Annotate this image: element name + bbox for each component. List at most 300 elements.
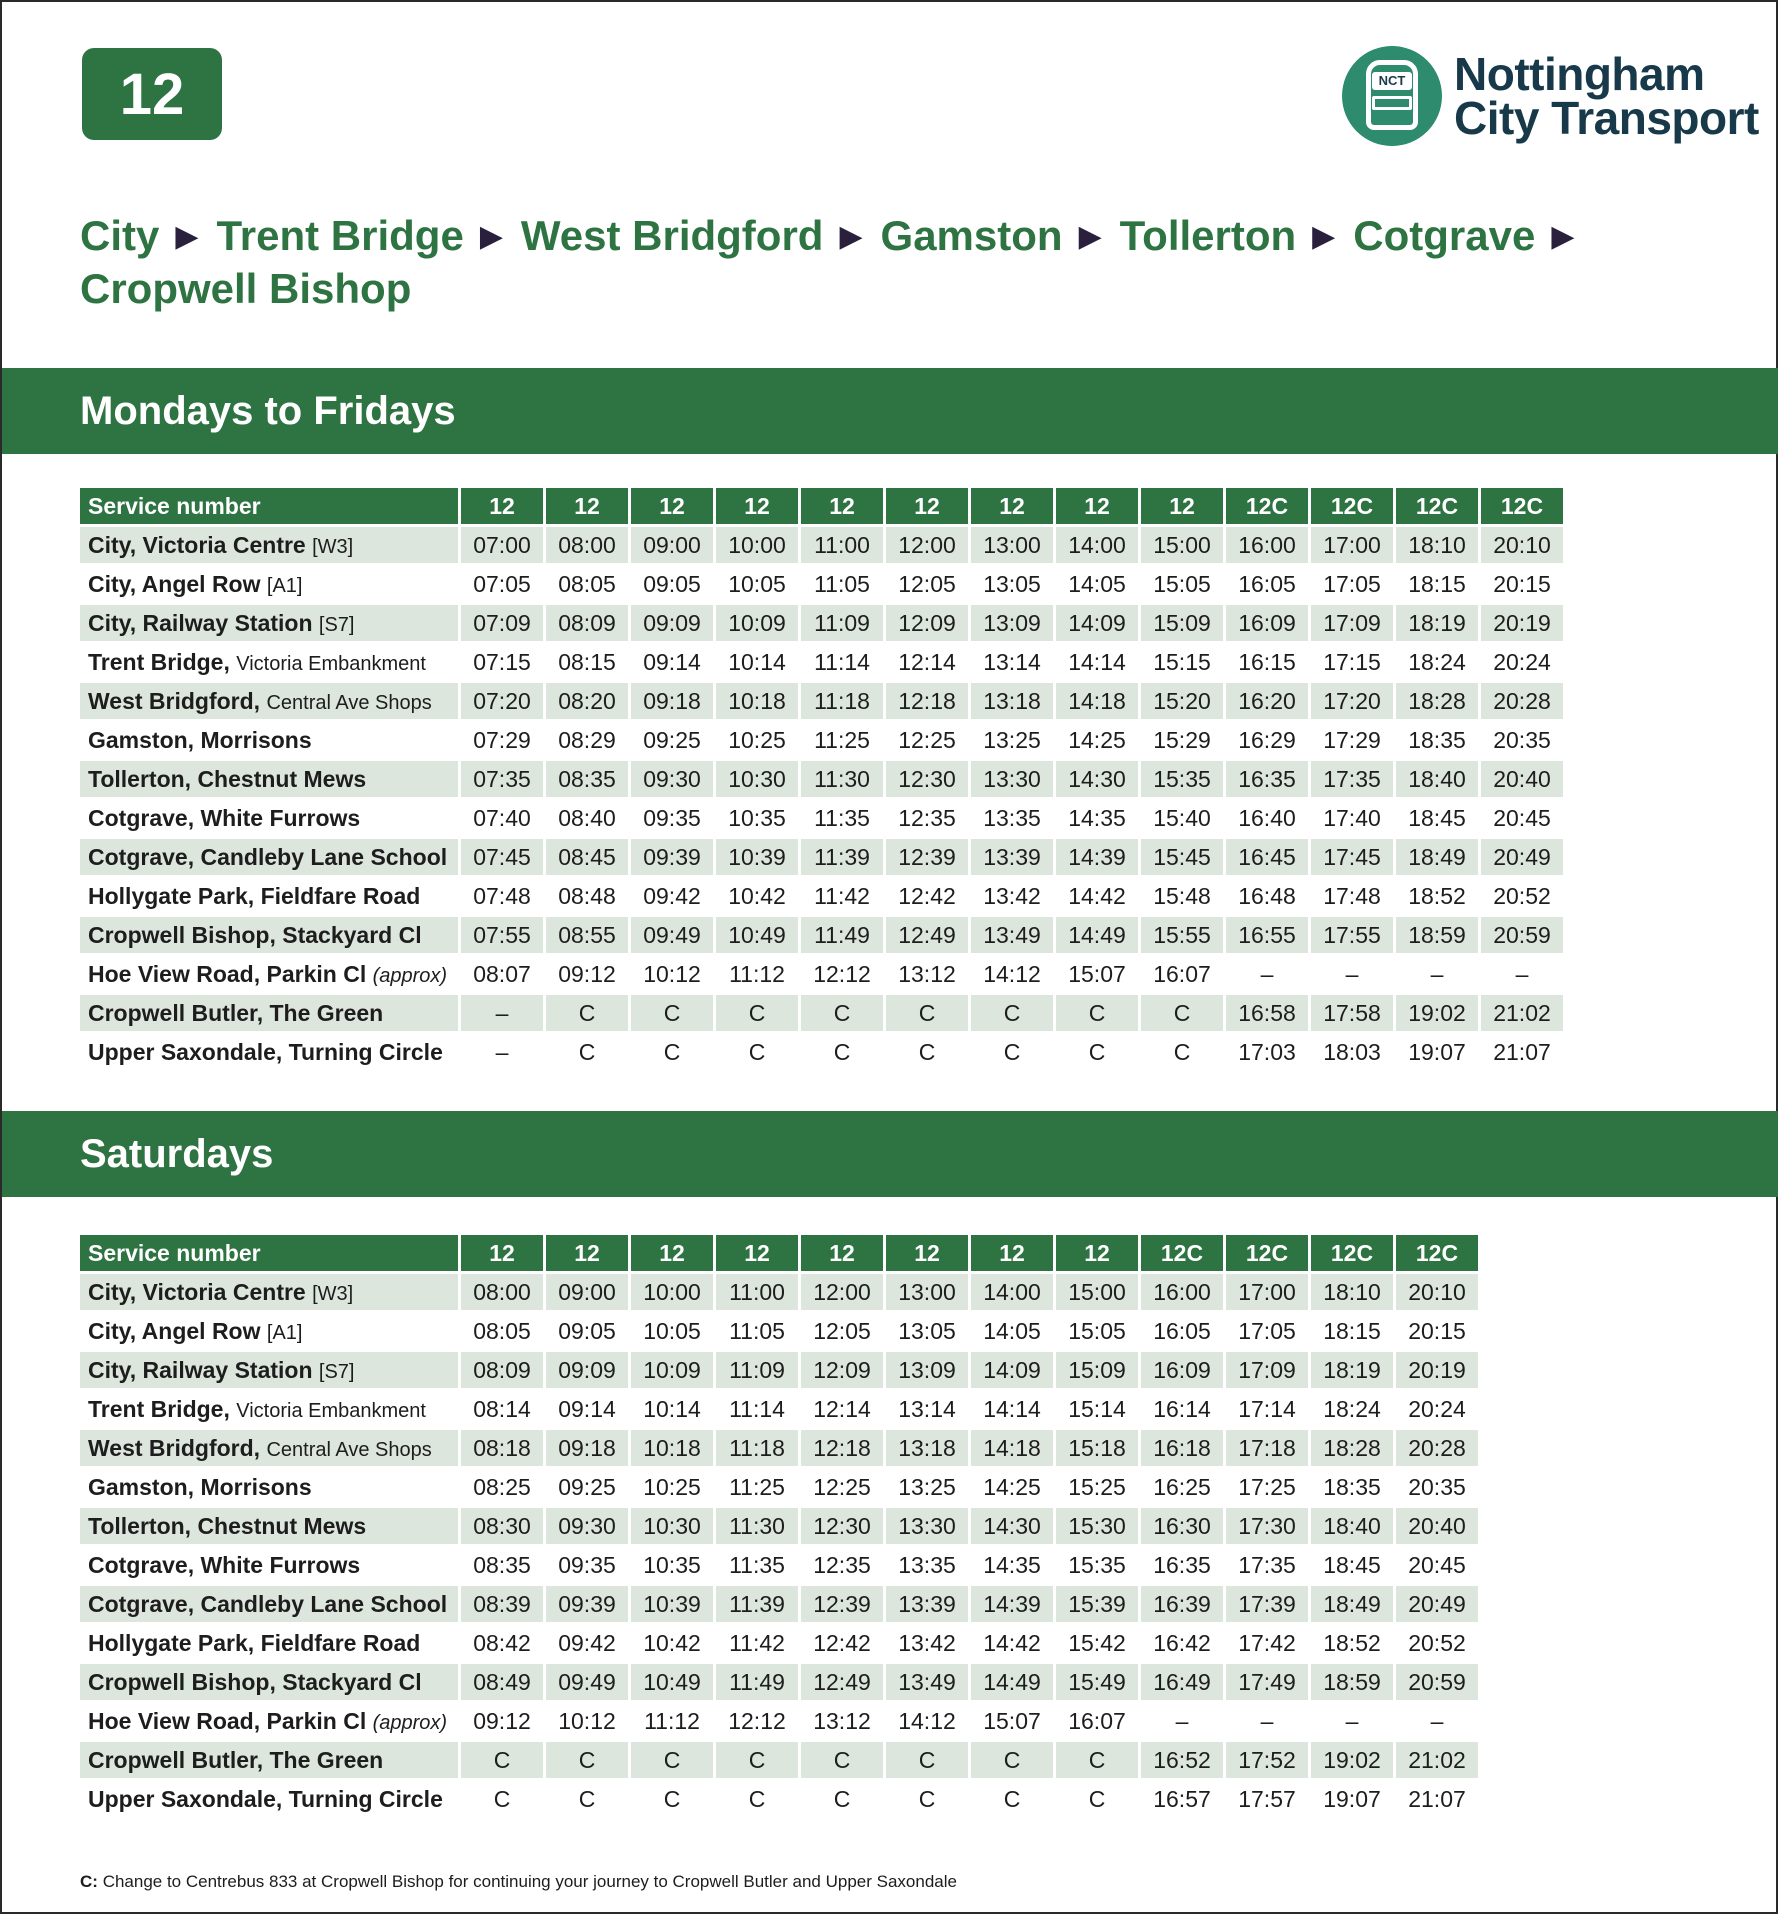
section-header-saturday: Saturdays [2,1111,1778,1197]
departure-time: 07:20 [461,683,543,719]
departure-time: 20:19 [1396,1352,1478,1388]
service-number: 12 [886,1235,968,1271]
stop-name [80,839,458,875]
stop-name-detail: (approx) [372,964,448,987]
departure-time: 11:35 [814,804,870,831]
stop-name-main: Gamston, Morrisons [88,726,312,753]
departure-time: 08:09 [461,1352,543,1388]
timetable-weekday [77,485,1566,1073]
departure-time: C [1056,995,1138,1031]
departure-time: – [1345,1707,1359,1734]
departure-time: 20:24 [1493,648,1551,675]
service-number: 12 [801,488,883,524]
table-row [80,722,1563,758]
departure-time: 12:35 [898,804,956,831]
table-row [80,1547,1478,1583]
stop-name-detail: Victoria Embankment [236,1399,426,1422]
departure-time: 16:42 [1153,1629,1211,1656]
departure-time: 11:00 [801,527,883,563]
departure-time: 19:02 [1396,995,1478,1031]
departure-time: 17:57 [1238,1785,1296,1812]
stop-name-detail: [S7] [318,1360,355,1383]
stop-name-main: City, Angel Row [88,570,261,597]
stop-name-detail: [W3] [312,1282,354,1305]
departure-time: C [833,1038,851,1065]
departure-time: 14:42 [983,1629,1041,1656]
departure-time: 09:14 [558,1395,616,1422]
table-row [80,995,1563,1031]
departure-time: 16:09 [1226,605,1308,641]
departure-time: 10:12 [643,960,701,987]
service-number: 12C [1141,1235,1223,1271]
departure-time: 17:49 [1226,1664,1308,1700]
departure-time: 12:30 [801,1508,883,1544]
departure-time: 20:24 [1408,1395,1466,1422]
table-row [80,644,1563,680]
departure-time: C [918,1038,936,1065]
departure-time: 15:00 [1141,527,1223,563]
service-number: 12 [971,488,1053,524]
brand-name [1454,48,1759,144]
departure-time: 11:42 [814,882,870,909]
service-number: 12 [716,488,798,524]
stop-name-main: City, Railway Station [88,609,313,636]
stop-name [80,761,458,797]
departure-time: 20:40 [1396,1508,1478,1544]
departure-time: 11:00 [716,1274,798,1310]
departure-time: 16:30 [1141,1508,1223,1544]
departure-time: 18:03 [1323,1038,1381,1065]
departure-time: 07:00 [461,527,543,563]
brand-line-1: Nottingham [1454,48,1705,100]
departure-time: 12:42 [898,882,956,909]
stop-name [80,722,458,758]
departure-time: 12:18 [886,683,968,719]
departure-time: 17:55 [1311,917,1393,953]
stop-name-main: City, Railway Station [88,1356,313,1383]
service-number-row [80,488,1563,524]
departure-time: 10:25 [643,1473,701,1500]
departure-time: 11:49 [801,917,883,953]
departure-time: 14:05 [1068,570,1126,597]
departure-time: 17:42 [1238,1629,1296,1656]
departure-time: – [461,995,543,1031]
departure-time: 08:20 [546,683,628,719]
departure-time: 15:35 [1068,1551,1126,1578]
table-row [80,878,1563,914]
departure-time: C [716,1742,798,1778]
footnote-key: C: [80,1872,98,1891]
departure-time: C [663,1038,681,1065]
departure-time: 14:30 [1056,761,1138,797]
departure-time: 14:42 [1068,882,1126,909]
table-row [80,800,1563,836]
departure-time: 16:45 [1226,839,1308,875]
stop-name [80,1352,458,1388]
service-number: 12 [886,488,968,524]
departure-time: 13:39 [971,839,1053,875]
stop-name-detail: (approx) [372,1711,448,1734]
service-number: 12C [1226,1235,1308,1271]
departure-time: 13:42 [898,1629,956,1656]
departure-time: 19:07 [1323,1785,1381,1812]
departure-time: 17:30 [1226,1508,1308,1544]
departure-time: 08:15 [558,648,616,675]
departure-time: C [801,995,883,1031]
departure-time: 15:07 [1068,960,1126,987]
bus-window-icon [1372,96,1412,110]
departure-time: 10:05 [728,570,786,597]
stop-name [80,956,458,992]
departure-time: 13:14 [983,648,1041,675]
departure-time: 09:05 [558,1317,616,1344]
departure-time: 16:05 [1238,570,1296,597]
stop-name [80,917,458,953]
service-number: 12 [801,1235,883,1271]
departure-time: 11:05 [729,1317,785,1344]
departure-time: 10:49 [631,1664,713,1700]
departure-time: 09:49 [631,917,713,953]
departure-time: 18:40 [1396,761,1478,797]
departure-time: 13:05 [983,570,1041,597]
service-number: 12 [546,1235,628,1271]
departure-time: 15:20 [1141,683,1223,719]
departure-time: 10:14 [728,648,786,675]
departure-time: 17:18 [1226,1430,1308,1466]
departure-time: 15:09 [1056,1352,1138,1388]
departure-time: 17:35 [1311,761,1393,797]
departure-time: 14:30 [971,1508,1053,1544]
stop-name [80,1703,458,1739]
departure-time: C [748,1038,766,1065]
departure-time: 12:00 [801,1274,883,1310]
departure-time: 20:49 [1396,1586,1478,1622]
departure-time: 12:09 [801,1352,883,1388]
departure-time: 12:35 [813,1551,871,1578]
stop-name [80,566,458,602]
departure-time: C [1056,1742,1138,1778]
service-number: 12C [1311,1235,1393,1271]
departure-time: 16:05 [1153,1317,1211,1344]
stop-name-main: Cotgrave, Candleby Lane School [88,1590,448,1617]
departure-time: C [546,995,628,1031]
stop-name [80,995,458,1031]
departure-time: 18:35 [1408,726,1466,753]
departure-time: 14:12 [983,960,1041,987]
departure-time: 13:18 [971,683,1053,719]
departure-time: 07:35 [461,761,543,797]
departure-time: 13:25 [898,1473,956,1500]
table-row [80,1313,1478,1349]
departure-time: 12:18 [801,1430,883,1466]
departure-time: 10:39 [631,1586,713,1622]
stop-name-main: Tollerton, Chestnut Mews [88,765,367,792]
departure-time: 14:05 [983,1317,1041,1344]
departure-time: 09:14 [643,648,701,675]
departure-time: 17:52 [1226,1742,1308,1778]
departure-time: 14:39 [971,1586,1053,1622]
stop-name-detail: [A1] [266,574,303,597]
departure-time: C [1003,1038,1021,1065]
stop-name-main: Cotgrave, White Furrows [88,804,361,831]
departure-time: 11:30 [716,1508,798,1544]
departure-time: 08:49 [461,1664,543,1700]
departure-time: 09:39 [546,1586,628,1622]
departure-time: 15:05 [1068,1317,1126,1344]
departure-time: 12:49 [801,1664,883,1700]
departure-time: 10:18 [716,683,798,719]
departure-time: 10:14 [643,1395,701,1422]
stop-name-main: Gamston, Morrisons [88,1473,312,1500]
departure-time: 14:09 [971,1352,1053,1388]
table-row [80,1274,1478,1310]
departure-time: 13:09 [971,605,1053,641]
departure-time: 14:49 [971,1664,1053,1700]
stop-name-detail: [S7] [318,613,355,636]
table-row [80,917,1563,953]
stop-name-main: Tollerton, Chestnut Mews [88,1512,367,1539]
departure-time: 15:18 [1056,1430,1138,1466]
departure-time: 12:12 [728,1707,786,1734]
stop-name-main: Hollygate Park, Fieldfare Road [88,1629,421,1656]
departure-time: 15:07 [983,1707,1041,1734]
departure-time: 12:00 [886,527,968,563]
departure-time: 17:29 [1323,726,1381,753]
table-row [80,1742,1478,1778]
departure-time: 13:00 [971,527,1053,563]
departure-time: 11:14 [814,648,870,675]
departure-time: 20:45 [1408,1551,1466,1578]
table-row [80,1508,1478,1544]
departure-time: C [578,1038,596,1065]
route-number-badge: 12 [82,48,222,140]
route-stop: Gamston [880,212,1063,259]
stop-name-main: Cotgrave, Candleby Lane School [88,843,448,870]
departure-time: 09:25 [558,1473,616,1500]
departure-time: 20:10 [1396,1274,1478,1310]
stop-name-main: Upper Saxondale, Turning Circle [88,1785,443,1812]
departure-time: 16:00 [1226,527,1308,563]
departure-time: 09:09 [546,1352,628,1388]
departure-time: 17:00 [1226,1274,1308,1310]
departure-time: 18:49 [1311,1586,1393,1622]
stop-name-detail: Central Ave Shops [266,1438,432,1461]
departure-time: C [886,1742,968,1778]
departure-time: 17:05 [1323,570,1381,597]
departure-time: 17:09 [1226,1352,1308,1388]
departure-time: 09:00 [631,527,713,563]
departure-time: 13:39 [886,1586,968,1622]
service-number: 12 [546,488,628,524]
logo-text: NCT [1372,72,1412,90]
departure-time: 18:19 [1311,1352,1393,1388]
service-number: 12 [971,1235,1053,1271]
departure-time: 15:05 [1153,570,1211,597]
departure-time: 13:00 [886,1274,968,1310]
departure-time: 18:35 [1323,1473,1381,1500]
departure-time: 13:25 [983,726,1041,753]
departure-time: 17:25 [1238,1473,1296,1500]
departure-time: 15:45 [1141,839,1223,875]
departure-time: 08:00 [546,527,628,563]
departure-time: 17:58 [1311,995,1393,1031]
stop-name [80,1742,458,1778]
departure-time: 16:35 [1153,1551,1211,1578]
table-row [80,1625,1478,1661]
departure-time: 08:35 [473,1551,531,1578]
stop-name [80,1586,458,1622]
departure-time: 20:59 [1396,1664,1478,1700]
departure-time: 11:05 [814,570,870,597]
departure-time: 07:09 [461,605,543,641]
departure-time: – [1345,960,1359,987]
departure-time: 10:09 [716,605,798,641]
table-row [80,956,1563,992]
departure-time: 09:25 [643,726,701,753]
departure-time: 10:00 [631,1274,713,1310]
departure-time: C [1003,1785,1021,1812]
departure-time: 16:49 [1141,1664,1223,1700]
departure-time: 16:29 [1238,726,1296,753]
departure-time: 09:35 [558,1551,616,1578]
departure-time: 16:07 [1153,960,1211,987]
departure-time: 14:14 [1068,648,1126,675]
departure-time: 14:09 [1056,605,1138,641]
departure-time: 15:40 [1153,804,1211,831]
departure-time: 14:35 [983,1551,1041,1578]
departure-time: 15:35 [1141,761,1223,797]
departure-time: 16:57 [1153,1785,1211,1812]
departure-time: C [971,1742,1053,1778]
departure-time: 16:35 [1226,761,1308,797]
departure-time: 18:19 [1396,605,1478,641]
stop-name [80,1469,458,1505]
stop-name [80,1508,458,1544]
table-row [80,527,1563,563]
stop-name-detail: Central Ave Shops [266,691,432,714]
departure-time: 12:39 [801,1586,883,1622]
service-number: 12 [461,488,543,524]
departure-time: 18:52 [1323,1629,1381,1656]
departure-time: 20:28 [1481,683,1563,719]
departure-time: 09:05 [643,570,701,597]
stop-name [80,878,458,914]
departure-time: 16:20 [1226,683,1308,719]
brand-line-2: City Transport [1454,92,1759,144]
table-row [80,1430,1478,1466]
service-number: 12 [631,488,713,524]
route-stop: Tollerton [1119,212,1297,259]
departure-time: C [461,1742,543,1778]
departure-time: 14:12 [898,1707,956,1734]
departure-time: 13:30 [886,1508,968,1544]
route-arrow-icon: ▶ [1551,220,1575,253]
service-number: 12 [461,1235,543,1271]
bus-outline-icon [1366,60,1418,130]
departure-time: 08:25 [473,1473,531,1500]
footnote-text: Change to Centrebus 833 at Cropwell Bishop for continuing your journey to Cropwell Butler and Upper Saxondale [102,1872,957,1891]
departure-time: 15:14 [1068,1395,1126,1422]
departure-time: 09:12 [558,960,616,987]
route-stop: City [80,212,160,259]
departure-time: 20:15 [1493,570,1551,597]
stop-name [80,644,458,680]
departure-time: C [1088,1038,1106,1065]
departure-time: 20:10 [1481,527,1563,563]
departure-time: 10:35 [728,804,786,831]
departure-time: 10:05 [643,1317,701,1344]
departure-time: 09:49 [546,1664,628,1700]
table-row [80,605,1563,641]
departure-time: 15:55 [1141,917,1223,953]
departure-time: 07:15 [473,648,531,675]
departure-time: 16:48 [1238,882,1296,909]
departure-time: 08:07 [473,960,531,987]
departure-time: 09:42 [558,1629,616,1656]
departure-time: 15:29 [1153,726,1211,753]
departure-time: 11:49 [716,1664,798,1700]
departure-time: 20:15 [1408,1317,1466,1344]
departure-time: 11:42 [729,1629,785,1656]
stop-name-main: City, Victoria Centre [88,531,306,558]
route-stop: West Bridgford [520,212,824,259]
departure-time: 12:12 [813,960,871,987]
departure-time: 14:35 [1068,804,1126,831]
departure-time: 16:09 [1141,1352,1223,1388]
departure-time: 07:05 [473,570,531,597]
departure-time: – [1515,960,1529,987]
departure-time: 16:39 [1141,1586,1223,1622]
departure-time: 14:25 [1068,726,1126,753]
departure-time: 13:18 [886,1430,968,1466]
departure-time: C [833,1785,851,1812]
departure-time: 15:30 [1056,1508,1138,1544]
departure-time: C [918,1785,936,1812]
departure-time: – [495,1038,509,1065]
departure-time: 17:05 [1238,1317,1296,1344]
departure-time: 08:00 [461,1274,543,1310]
stop-name-main: Trent Bridge, [88,648,230,675]
departure-time: 09:39 [631,839,713,875]
departure-time: 17:03 [1238,1038,1296,1065]
departure-time: 20:52 [1493,882,1551,909]
departure-time: 08:09 [546,605,628,641]
stop-name-main: Hoe View Road, Parkin Cl [88,1707,367,1734]
stop-name [80,1391,458,1427]
departure-time: 09:18 [631,683,713,719]
departure-time: 19:02 [1311,1742,1393,1778]
departure-time: 16:18 [1141,1430,1223,1466]
departure-time: 09:30 [631,761,713,797]
departure-time: 21:07 [1408,1785,1466,1812]
departure-time: 10:42 [728,882,786,909]
table-row [80,1664,1478,1700]
departure-time: 18:59 [1311,1664,1393,1700]
departure-time: 11:14 [729,1395,785,1422]
departure-time: 15:42 [1068,1629,1126,1656]
service-number: 12 [631,1235,713,1271]
departure-time: 08:45 [546,839,628,875]
stop-name-detail: [W3] [312,535,354,558]
departure-time: – [1430,960,1444,987]
stop-name [80,1034,458,1070]
departure-time: 15:25 [1068,1473,1126,1500]
departure-time: 10:18 [631,1430,713,1466]
departure-time: 10:30 [631,1508,713,1544]
departure-time: 17:09 [1311,605,1393,641]
route-arrow-icon: ▶ [479,220,503,253]
departure-time: 12:14 [898,648,956,675]
